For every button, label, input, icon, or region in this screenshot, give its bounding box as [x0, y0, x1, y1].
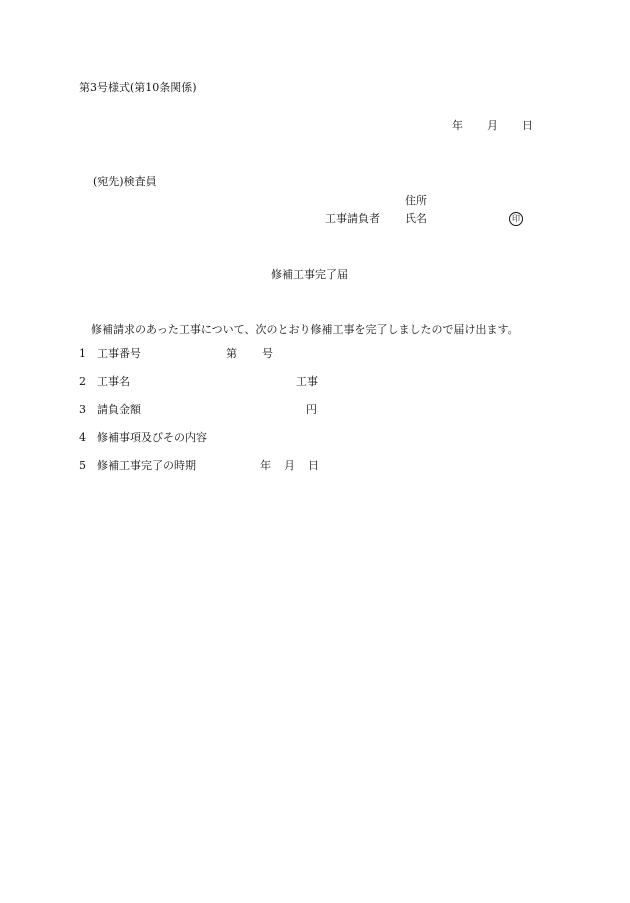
- item-year-label: 年: [260, 459, 271, 472]
- item-number: 2: [79, 375, 86, 388]
- name-label: 氏名: [405, 212, 427, 225]
- item-suffix-prefix: 第: [226, 347, 237, 360]
- item-suffix: 号: [262, 347, 273, 360]
- item-label: 請負金額: [97, 403, 141, 416]
- item-day-label: 日: [308, 459, 319, 472]
- form-id: 第3号様式(第10条関係): [79, 81, 197, 94]
- item-suffix: 円: [306, 403, 317, 416]
- body-text: 修補請求のあった工事について、次のとおり修補工事を完了しましたので届け出ます。: [91, 323, 519, 336]
- contractor-role-label: 工事請負者: [325, 212, 380, 225]
- date-month-label: 月: [487, 119, 498, 132]
- item-number: 4: [79, 431, 86, 444]
- item-label: 工事名: [97, 375, 130, 388]
- addressee: (宛先)検査員: [93, 175, 157, 188]
- seal-mark: 印: [509, 212, 523, 226]
- date-year-label: 年: [452, 119, 463, 132]
- item-suffix: 工事: [296, 375, 318, 388]
- item-label: 工事番号: [97, 347, 141, 360]
- item-month-label: 月: [284, 459, 295, 472]
- document-title: 修補工事完了届: [271, 268, 348, 281]
- date-day-label: 日: [522, 119, 533, 132]
- item-number: 1: [79, 347, 86, 360]
- item-number: 5: [79, 459, 86, 472]
- address-label: 住所: [405, 194, 427, 207]
- item-number: 3: [79, 403, 86, 416]
- item-label: 修補工事完了の時期: [97, 459, 196, 472]
- item-label: 修補事項及びその内容: [97, 431, 207, 444]
